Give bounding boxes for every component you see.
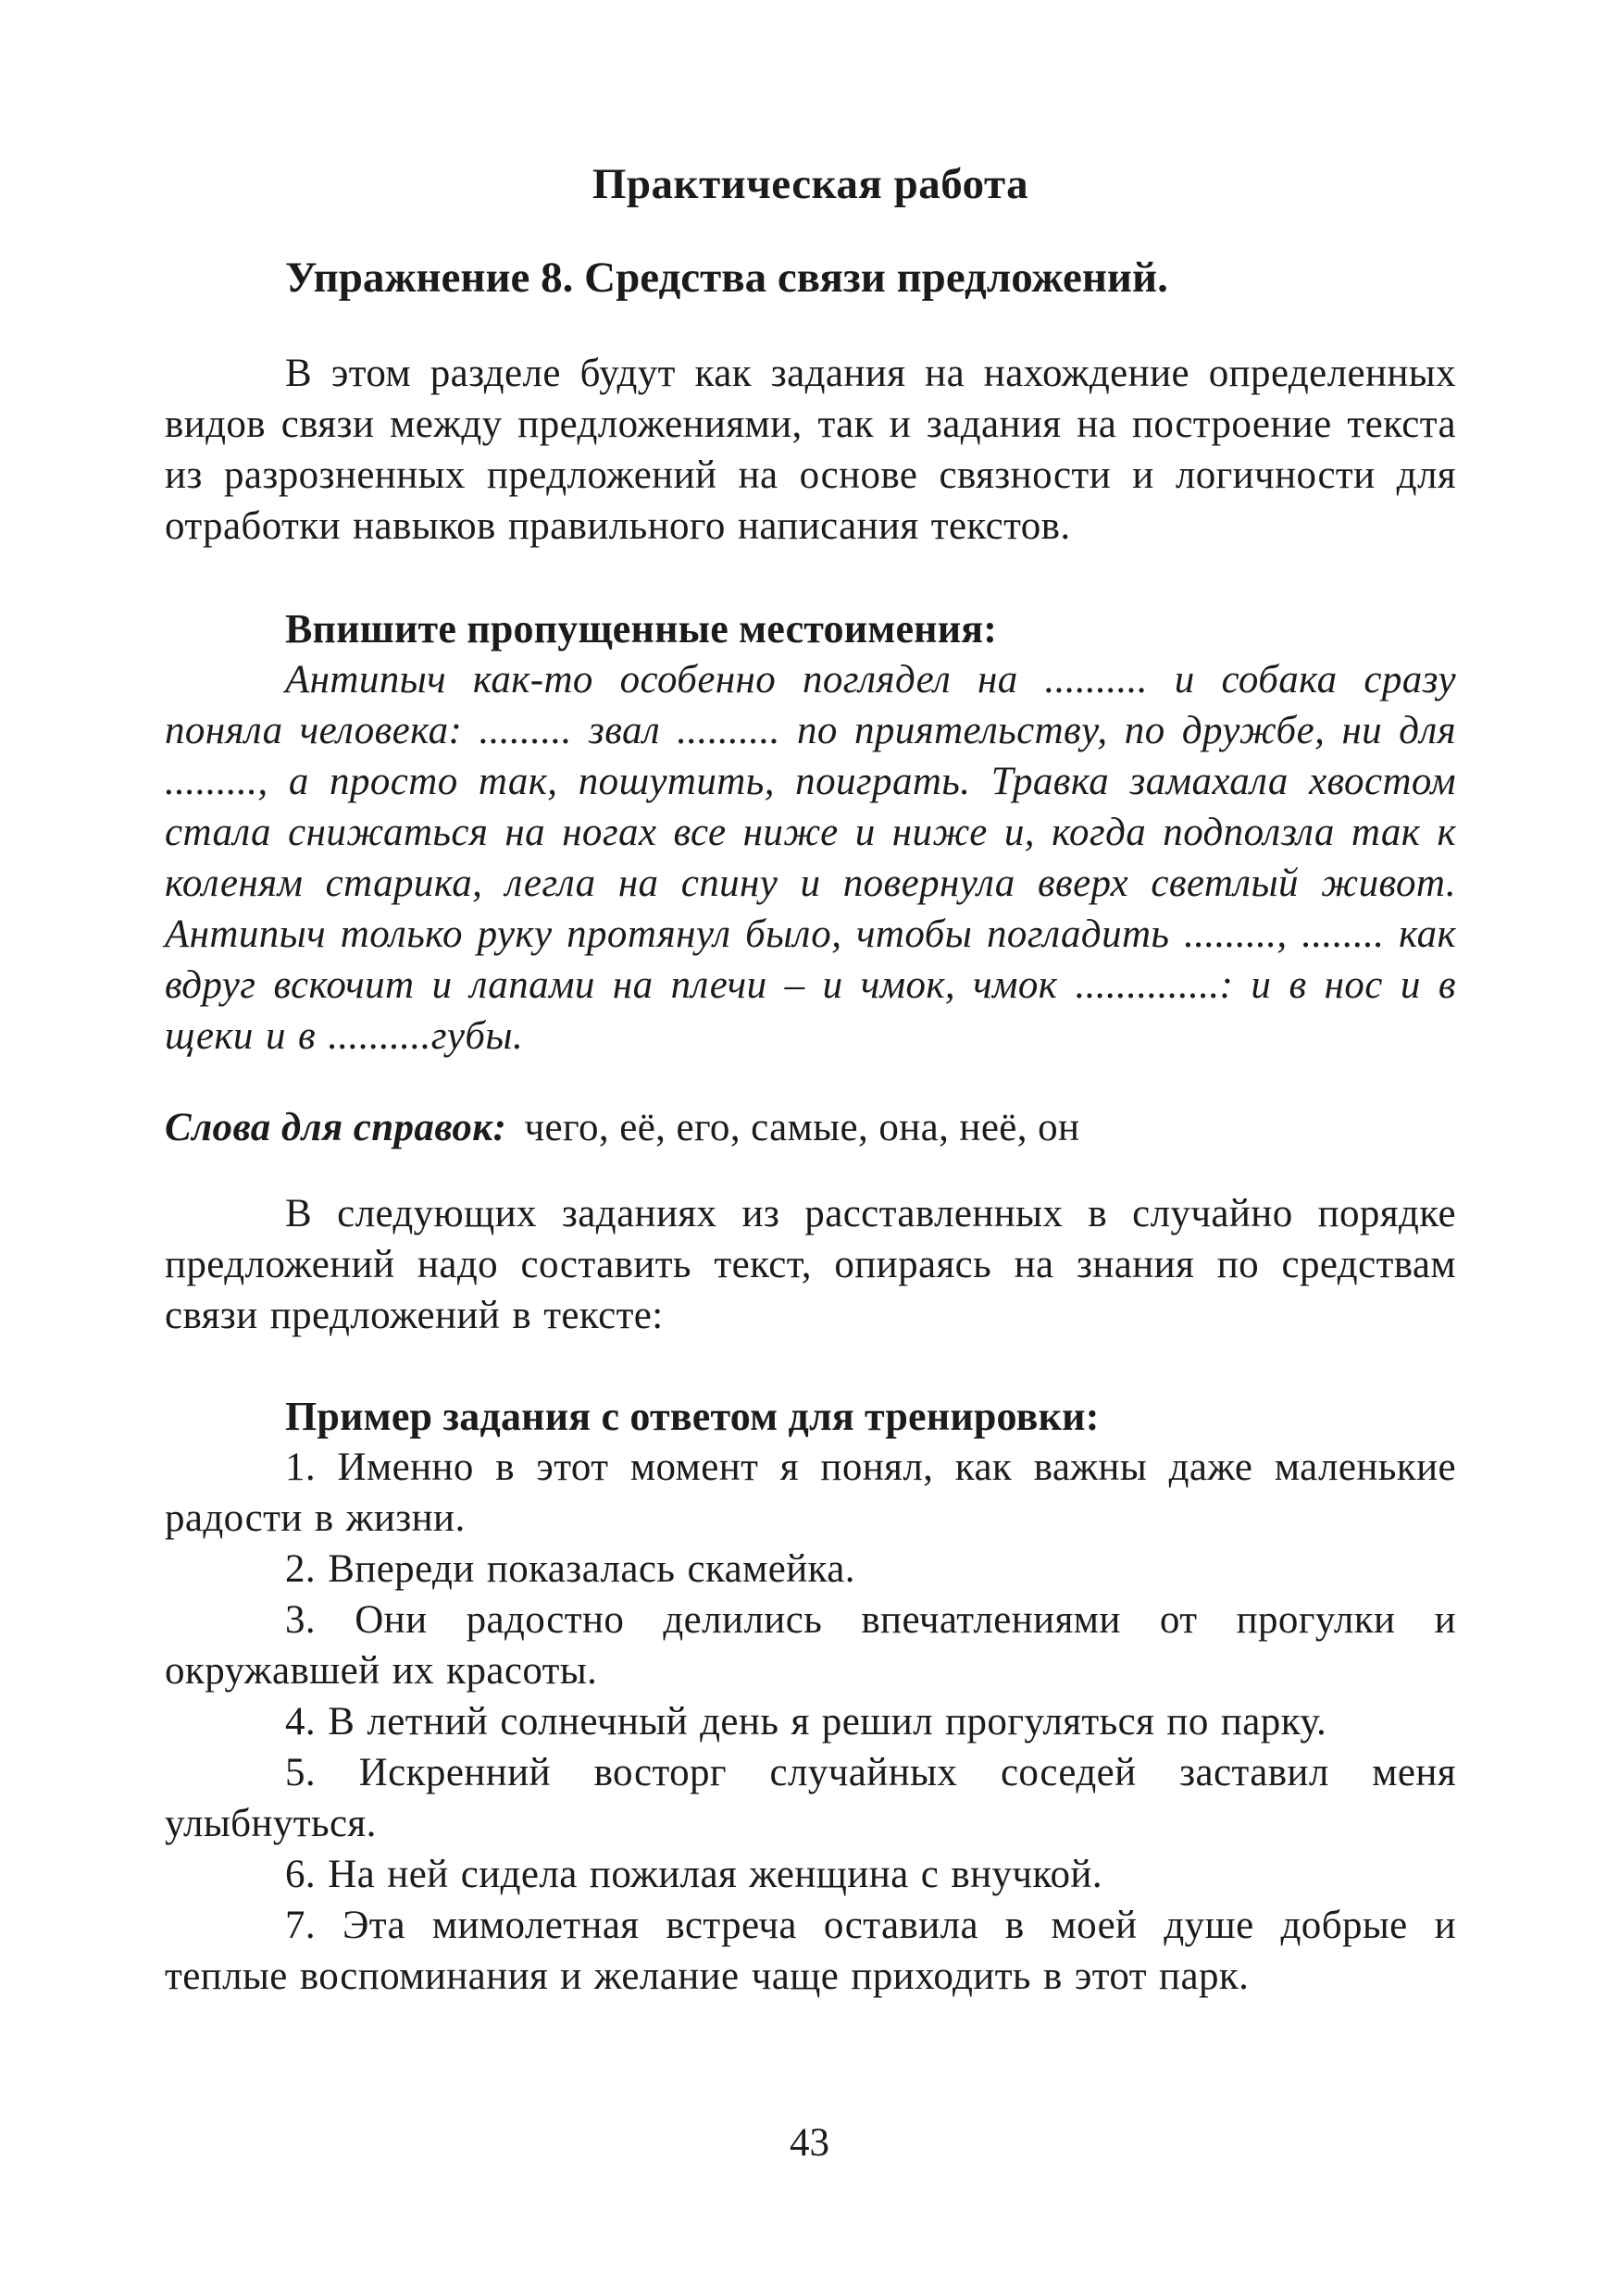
example-item-7: 7. Эта мимолетная встреча оставила в моей душе добрые и теплые воспоминания и желание чаще приходить в этот парк. xyxy=(165,1904,1456,1998)
example-heading: Пример задания с ответом для тренировки: xyxy=(285,1394,1100,1439)
reference-words: чего, её, его, самые, она, неё, он xyxy=(524,1106,1080,1149)
exercise-heading: Упражнение 8. Средства связи предложений. xyxy=(285,254,1168,302)
task-heading: Впишите пропущенные местоимения: xyxy=(285,606,998,652)
page-title: Практическая работа xyxy=(592,160,1029,208)
example-items xyxy=(165,1442,1456,2002)
transition-paragraph: В следующих заданиях из расставленных в случайно порядке предложений надо составить текст, опираясь на знания по средствам связи предложений в тексте: xyxy=(165,1192,1456,1337)
reference-line xyxy=(165,1102,1456,1153)
example-item-6: 6. На ней сидела пожилая женщина с внучкой. xyxy=(285,1853,1102,1896)
page-content xyxy=(165,0,1456,2002)
reference-lead: Слова для справок: xyxy=(165,1106,507,1149)
page-number: 43 xyxy=(790,2121,829,2165)
example-item-2: 2. Впереди показалась скамейка. xyxy=(285,1547,855,1591)
example-item-3: 3. Они радостно делились впечатлениями от прогулки и окружавшей их красоты. xyxy=(165,1598,1456,1693)
intro-paragraph: В этом разделе будут как задания на нахождение определенных видов связи между предложениями, так и задания на построение текста из разрозненных предложений на основе связности и логичности для отработки навыков правильного написания текстов. xyxy=(165,352,1456,548)
example-item-1: 1. Именно в этот момент я понял, как важны даже маленькие радости в жизни. xyxy=(165,1446,1456,1540)
task-text: Антипыч как-то особенно поглядел на .......... и собака сразу поняла человека: ......... звал .......... по приятельству, по дружбе, ни для ........., а просто так, пошутить, поиграть. Травка замахала хвостом стала снижаться на ногах все ниже и ниже и, когда подползла так к коленям старика, легла на спину и повернула вверх светлый живот. Антипыч только руку протянул было, чтобы погладить ........., ........ как вдруг вскочит и лапами на плечи – и чмок, чмок ..............: и в нос и в щеки и в ..........губы. xyxy=(165,658,1456,1058)
example-item-5: 5. Искренний восторг случайных соседей заставил меня улыбнуться. xyxy=(165,1751,1456,1845)
example-item-4: 4. В летний солнечный день я решил прогуляться по парку. xyxy=(285,1700,1327,1744)
